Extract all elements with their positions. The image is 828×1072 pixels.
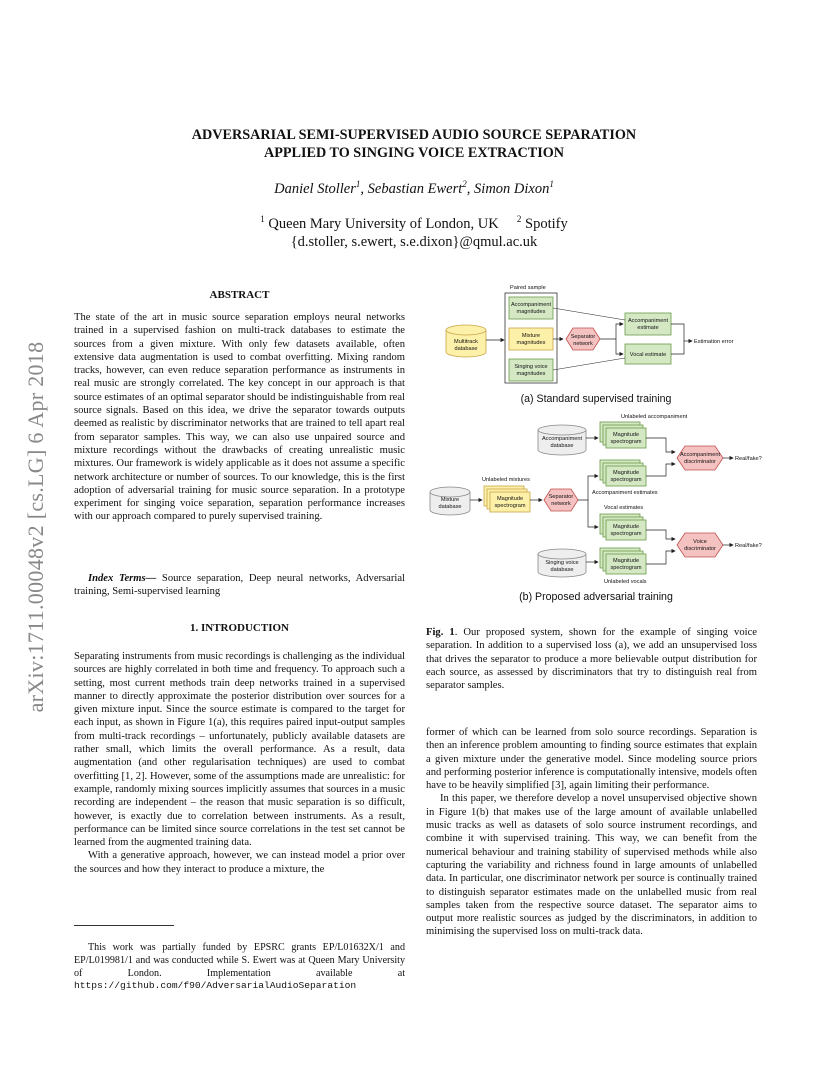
abstract-heading: ABSTRACT (209, 289, 270, 301)
accomp-estimate-label: Accompaniment (627, 318, 669, 324)
mag-spec-label: spectrogram (610, 477, 642, 483)
real-fake-label-1: Real/fake? (735, 456, 762, 462)
mixture-db-label: database (438, 504, 462, 510)
accomp-estimate-spectrogram (600, 460, 646, 486)
separator-label: network (573, 341, 593, 347)
vocal-estimate-spectrogram (600, 514, 646, 540)
arxiv-id: arXiv:1711.00048v2 [cs.LG] 6 Apr 2018 (23, 341, 48, 713)
separator-label: Separator (570, 334, 596, 340)
affiliation-2: Spotify (525, 216, 568, 232)
accomp-disc-label: discriminator (684, 459, 716, 465)
vocal-estimate-label: Vocal estimate (629, 352, 667, 358)
multitrack-db-label: database (454, 346, 478, 352)
mag-spec-label: spectrogram (610, 439, 642, 445)
separator-network-a (566, 328, 600, 350)
affiliations (0, 215, 828, 251)
voice-magnitudes-label: Singing voice (514, 364, 548, 370)
author-name: Sebastian Ewert (367, 181, 463, 197)
author-name: Simon Dixon (474, 181, 550, 197)
right-paragraph-1: former of which can be learned from solo source recordings. Separation is then an inference problem amounting to finding source estimates that explain a given mixture under the generative model. Since modeling source priors and performing posterior inference is computationally intensive, models often have to be heavily simplified [3], again limiting their performance. (426, 727, 757, 792)
index-terms (74, 572, 405, 599)
abstract-text (74, 311, 405, 524)
intro-heading: 1. INTRODUCTION (189, 622, 289, 634)
footnote-text: This work was partially funded by EPSRC grants EP/L01632X/1 and EP/L019981/1 and was conducted while S. Ewert was at Queen Mary University of London. Implementation available at (74, 942, 405, 979)
figure-caption-label: Fig. 1 (426, 627, 455, 638)
accomp-magnitudes-label: magnitudes (516, 309, 546, 315)
affiliation-1: Queen Mary University of London, UK (268, 216, 499, 232)
mag-spec-label: Magnitude (612, 432, 640, 438)
abstract-paragraph: The state of the art in music source separation employs neural networks trained in a supervised fashion on multi-track databases to estimate the sources from a given mixture. With only few datasets available, often extensive data augmentation is used to combat overfitting. Mixing random tracks, however, can even reduce separation performance as instruments in real music are strongly correlated. The key concept in our approach is that source estimates of an optimal separator should be indistinguishable from real source signals. Based on this idea, we drive the separator towards outputs deemed as realistic by discriminator networks that are trained to tell apart real from separator samples. This way, we can also use unpaired source and mixture recordings without the drawbacks of creating unrealistic music mixtures. Our framework is widely applicable as it does not assume a specific network architecture or number of sources. To our knowledge, this is the first adoption of adversarial training for music source separation. In a prototype experiment for singing voice separation, separation performance increases with our approach compared to purely supervised training. (74, 312, 405, 523)
paired-sample-label: Paired sample (510, 285, 546, 291)
singing-db-label: Singing voice (545, 560, 579, 566)
unlabeled-vocals-label: Unlabeled vocals (604, 579, 647, 585)
index-terms-label: Index Terms— (88, 573, 157, 584)
accomp-db-label: Accompaniment (541, 436, 583, 442)
voice-magnitudes-label: magnitudes (516, 371, 546, 377)
footnote (74, 932, 405, 1003)
intro-paragraph-1: Separating instruments from music recordings is challenging as the individual sources are highly correlated in both time and frequency. To approach such a setting, most current methods train deep networks trained in a supervised manner to directly approximate the posterior distribution over sources for a given mixture input. Since the source estimate is compared to the target for each input, as shown in Figure 1(a), this requires paired input-output samples from multi-track recordings – unfortunately, publicly available datasets are rather small, which limits the overall performance. As a result, data augmentation (and other regularisation techniques) are used to combat overfitting [1, 2]. However, some of the assumptions made are unrealistic: for example, randomly mixing sources implicitly assumes that sources in a music recording are independent – the reason that music separation is so difficult, however, is exactly due to correlation between instruments. As a result, performance can be limited since source correlations in the test set cannot be learned from the augmented training data. (74, 651, 405, 849)
author-name: Daniel Stoller (274, 181, 356, 197)
author-sup: 1 (549, 179, 554, 190)
accomp-disc-label: Accompaniment (679, 452, 721, 458)
separator-label: Separator (548, 494, 574, 500)
figure-1 (426, 280, 766, 610)
estimation-error-label: Estimation error (694, 339, 734, 345)
vocal-spectrogram-stack (600, 548, 646, 574)
unlabeled-mixtures-label: Unlabeled mixtures (482, 477, 530, 483)
subcaption-a: (a) Standard supervised training (520, 393, 672, 405)
separator-network-b (544, 489, 578, 511)
multitrack-db-label: Multitrack (454, 339, 478, 345)
figure-caption (426, 626, 757, 692)
voice-disc-label: discriminator (684, 546, 716, 552)
mag-spec-label: spectrogram (494, 503, 526, 509)
mag-spec-label: Magnitude (612, 470, 640, 476)
title-line-2: APPLIED TO SINGING VOICE EXTRACTION (263, 145, 565, 161)
vocal-estimates-label: Vocal estimates (604, 505, 644, 511)
author-sup: 1 (355, 179, 361, 190)
arxiv-sidebar (21, 292, 51, 762)
mag-spec-label: Magnitude (612, 524, 640, 530)
right-paragraph-2: In this paper, we therefore develop a novel unsupervised objective shown in Figure 1(b) that makes use of the large amount of available unlabelled music tracks as well as datasets of solo source instrument recordings, and combine it with supervised training. This way, we can benefit from the numerical behaviour and training stability of supervised methods while also capturing the variability and richness found in large amounts of unlabelled data. In particular, one discriminator network per source is continually trained to distinguish separator estimates made on the unlabelled music from real samples taken from the respective source dataset. The separator aims to output more realistic sources as judged by the discriminators, in addition to minimising the supervised loss on multi-track data. (426, 793, 757, 938)
right-column-text (426, 726, 757, 939)
mag-spec-label: spectrogram (610, 531, 642, 537)
accomp-estimate-label: estimate (637, 325, 659, 331)
singing-db-label: database (550, 567, 574, 573)
accomp-database (538, 425, 586, 455)
accomp-magnitudes-box (509, 297, 553, 319)
real-fake-label-2: Real/fake? (735, 543, 762, 549)
intro-heading-wrap (74, 622, 405, 635)
voice-discriminator (677, 533, 723, 557)
separator-label: network (551, 501, 571, 507)
author-list: Daniel Stoller$^1$, Sebastian Ewert$^2$, Simon Dixon$^1$ (274, 179, 554, 197)
mixture-magnitudes-label: Mixture (521, 333, 541, 339)
mixture-magnitudes-box (509, 328, 553, 350)
footnote-url[interactable]: https://github.com/f90/AdversarialAudioSeparation (74, 980, 357, 992)
accomp-spectrogram-stack (600, 422, 646, 448)
accomp-discriminator (677, 446, 723, 470)
paper-title (0, 126, 828, 162)
affil-sup: 2 (516, 214, 522, 225)
affil-sup: 1 (260, 214, 265, 225)
accomp-estimates-label: Accompaniment estimates (592, 490, 658, 496)
mixture-magnitudes-label: magnitudes (516, 340, 546, 346)
index-terms-text: Source separation, Deep neural networks, Adversarial training, Semi-supervised learning (74, 573, 405, 598)
footnote-rule (74, 925, 174, 926)
voice-disc-label: Voice (693, 539, 707, 545)
subcaption-b: (b) Proposed adversarial training (519, 591, 673, 603)
mag-spec-label: spectrogram (610, 565, 642, 571)
mag-spec-label: Magnitude (496, 496, 524, 502)
accomp-magnitudes-label: Accompaniment (510, 302, 552, 308)
singing-voice-database (538, 549, 586, 577)
accomp-db-label: database (550, 443, 574, 449)
intro-text (74, 650, 405, 876)
mixture-database (430, 487, 470, 515)
author-sup: 2 (462, 179, 467, 190)
intro-paragraph-2: With a generative approach, however, we can instead model a prior over the sources and how they interact to produce a mixture, the (74, 850, 405, 875)
title-line-1: ADVERSARIAL SEMI-SUPERVISED AUDIO SOURCE SEPARATION (191, 127, 637, 143)
abstract-heading-wrap (74, 289, 405, 302)
mixture-db-label: Mixture (440, 497, 460, 503)
multitrack-database (446, 325, 486, 357)
mixture-spectrogram-stack (484, 486, 530, 512)
accomp-estimate-box (625, 313, 671, 335)
voice-magnitudes-box (509, 359, 553, 381)
figure-caption-text: . Our proposed system, shown for the example of singing voice separation. In addition to a supervised loss (a), we add an unsupervised loss that drives the separator to produce a more believable output distribution for each source, as assessed by discriminators that try to distinguish real from separator samples. (426, 627, 757, 692)
mag-spec-label: Magnitude (612, 558, 640, 564)
unlabeled-accomp-label: Unlabeled accompaniment (621, 414, 688, 420)
emails: {d.stoller, s.ewert, s.e.dixon}@qmul.ac.uk (290, 234, 538, 250)
